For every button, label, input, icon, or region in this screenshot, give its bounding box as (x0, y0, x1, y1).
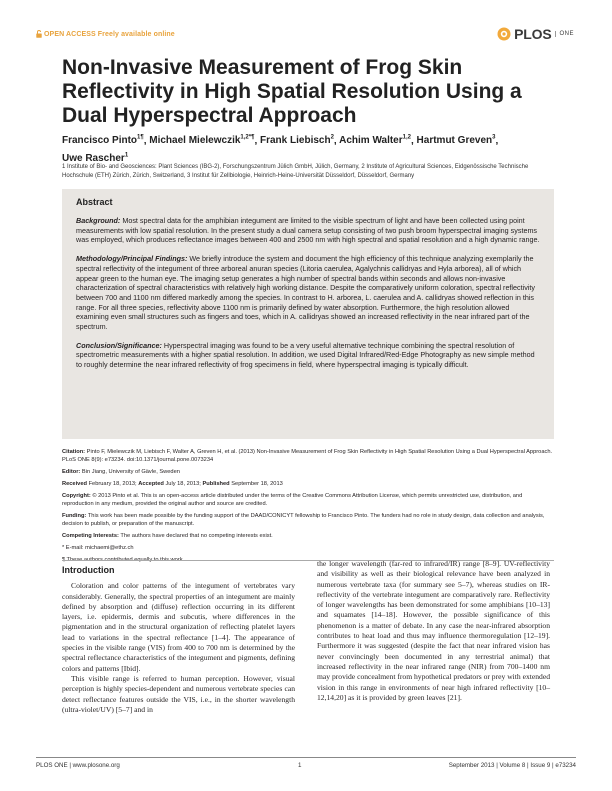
plos-one-logo (497, 26, 574, 42)
abstract-methods: Methodology/Principal Findings: We briefly introduce the system and document the high efficiency of this technique analyzing exemplarily the spectral reflectivity of the integument of three arboreal anuran species (Litoria caerulea, Agalychnis callidryas and Hyla arborea), all of which appear green to the human eye. The imaging setup generates a high number of spectral bands within seconds and allows non-invasive characterization of spectral characteristics with relatively high working distance. Despite the comparatively uniform coloration, spectral reflectivity between 700 and 1100 nm differed markedly among the species. In contrast to H. arborea, L. caerulea and A. callidryas showed reflection in this range. For all three species, reflectivity above 1100 nm is primarily defined by water absorption. Furthermore, the high resolution allowed examining even small structures such as fingers and toes, which in A. callidryas showed an increased reflectivity in the near infrared part of the spectrum. (76, 254, 535, 332)
article-info (62, 448, 554, 568)
footer-journal[interactable]: PLOS ONE | www.plosone.org (36, 762, 120, 769)
author: Achim Walter$^{1,2}$ (339, 135, 411, 147)
author: Francisco Pinto$^{1\P}$ (62, 135, 144, 147)
equal-contribution-note: ¶ These authors contributed equally to this work. (62, 557, 185, 563)
introduction-heading: Introduction (62, 565, 115, 575)
page-number: 1 (298, 762, 302, 769)
abstract-background: Background: Most spectral data for the amphibian integument are limited to the visible spectrum of light and have been collected using point measurements with low spatial resolution. In the present study a dual camera setup consisting of two push broom hyperspectral imaging systems was employed, which produces reflectance images between 400 and 2500 nm with high spectral and spatial resolution and a high dynamic range. (76, 216, 540, 245)
body-column-left (62, 565, 295, 715)
body-column-right (317, 559, 550, 703)
affiliations: 1 Institute of Bio- and Geosciences: Plant Sciences (IBG-2), Forschungszentrum Jülich GmbH, Jülich, Germany, 2 Institute of Agricultural Sciences, Eidgenössische Technische Hochschule (ETH) Zürich, Zürich, Switzerland, 3 Institut für Zellbiologie, Heinrich-Heine-Universität Düsseldorf, Düsseldorf, Germany (62, 164, 529, 179)
plos-wordmark: PLOS (514, 26, 552, 42)
author-list: Francisco Pinto$^{1\P}$, Michael Mielewczik$^{1,2*\P}$, Frank Liebisch$^2$, Achim Walter$^{1,2}$, Hartmut Greven$^3$, Uwe Rascher$^1$ (62, 135, 499, 164)
plos-one-wordmark: ONE (555, 31, 574, 37)
body-paragraph: This visible range is referred to human perception. However, visual perception is highly species-dependent and numerous vertebrate species can detect reflectance features outside the VIS, i.e., in the shorter wavelength (ultra-violet/UV) [5–7] and in (62, 673, 295, 714)
contact-email[interactable]: * E-mail: michaemi@ethz.ch (62, 545, 134, 551)
competing-interests: Competing Interests: The authors have declared that no competing interests exist. (62, 533, 273, 539)
editor: Editor: Bin Jiang, University of Gävle, Sweden (62, 469, 180, 475)
copyright: Copyright: © 2013 Pinto et al. This is an open-access article distributed under the terms of the Creative Commons Attribution License, which permits unrestricted use, distribution, and reproduction in any medium, provided the original author and source are credited. (62, 493, 523, 507)
abstract-conclusion: Conclusion/Significance: Hyperspectral imaging was found to be a very useful alternative technique combining the spectral resolution of spectrometric measurements with a higher spatial resolution. In addition, we used Digital Infrared/Red-Edge Photography as new simple method to roughly determine the near infrared reflectivity of frog specimens in field, where hyperspectral imaging is typically difficult. (76, 340, 535, 370)
dates: Received February 18, 2013; Accepted July 18, 2013; Published September 18, 2013 (62, 481, 283, 487)
abstract-box (62, 189, 554, 439)
footer-issue: September 2013 | Volume 8 | Issue 9 | e73234 (448, 762, 576, 769)
author: Michael Mielewczik$^{1,2*\P}$ (149, 135, 255, 147)
body-paragraph: the longer wavelength (far-red to infrared/IR) range [8–9]. UV-reflectivity and visibility as well as their biological relevance have been analyzed in numerous vertebrate taxa (for summary see 5–7), whereas studies on IR-reflectivity of the vertebrate integument are comparatively rare. Reflectivity of longer wavelengths has been demonstrated for some amphibians [10–13] and squamates [14–18]. However, the possible significance of this phenomenon is a matter of debate. In any case the near-infrared absorption contributes to heat load and thus may influence thermoregulation [12–19]. Furthermore it was suggested (despite the fact that near infrared vision has never convincingly been documented in any terrestrial animal) that increased reflectivity in the near infrared range (NIR) from 700–1400 nm may provide concealment from hypothetical predators or prey with extended vision in this range in environments of near high infrared reflectivity [10–12,14,20] as it is provided by green leaves [21]. (317, 559, 551, 702)
citation: Citation: Pinto F, Mielewczik M, Liebisch F, Walter A, Greven H, et al. (2013) Non-Invasive Measurement of Frog Skin Reflectivity in High Spatial Resolution Using a Dual Hyperspectral Approach. PLoS ONE 8(9): e73234. doi:10.1371/journal.pone.0073234 (62, 449, 553, 463)
paper-title: Non-Invasive Measurement of Frog Skin Reflectivity in High Spatial Resolution Using a Dual Hyperspectral Approach (62, 56, 522, 127)
plos-logo-icon (497, 27, 511, 41)
author: Frank Liebisch$^2$ (260, 135, 334, 147)
open-access-label: OPEN ACCESS (44, 30, 96, 38)
abstract-heading: Abstract (76, 197, 113, 207)
funding: Funding: This work has been made possible by the funding support of the DAAD/CONICYT fellowship to Francisco Pinto. The funders had no role in study design, data collection and analysis, decision to publish, or preparation of the manuscript. (62, 513, 545, 527)
body-paragraph: Coloration and color patterns of the integument of vertebrates vary considerably. Generally, the spectral properties of an integument are mainly defined by absorption and (diffuse) reflection occurring in its different layers, i.e. epidermis, dermis and subcutis, where differences in the pigmentation and in the structural organization of reflecting platelet layers lead to variations in the spectral reflectance [1–4]. The appearance of species in the visible range (VIS) from 400 to 700 nm is determined by the spectral reflectance characteristics of the integument and pigments, defining colors and patterns [Ibid]. (62, 581, 295, 673)
open-access-banner (36, 30, 175, 38)
footer-divider (36, 757, 576, 758)
freely-available-label: Freely available online (97, 30, 175, 38)
author: Hartmut Greven$^3$ (416, 135, 496, 147)
open-access-lock-icon (36, 30, 42, 38)
author: Uwe Rascher$^1$ (62, 152, 129, 164)
